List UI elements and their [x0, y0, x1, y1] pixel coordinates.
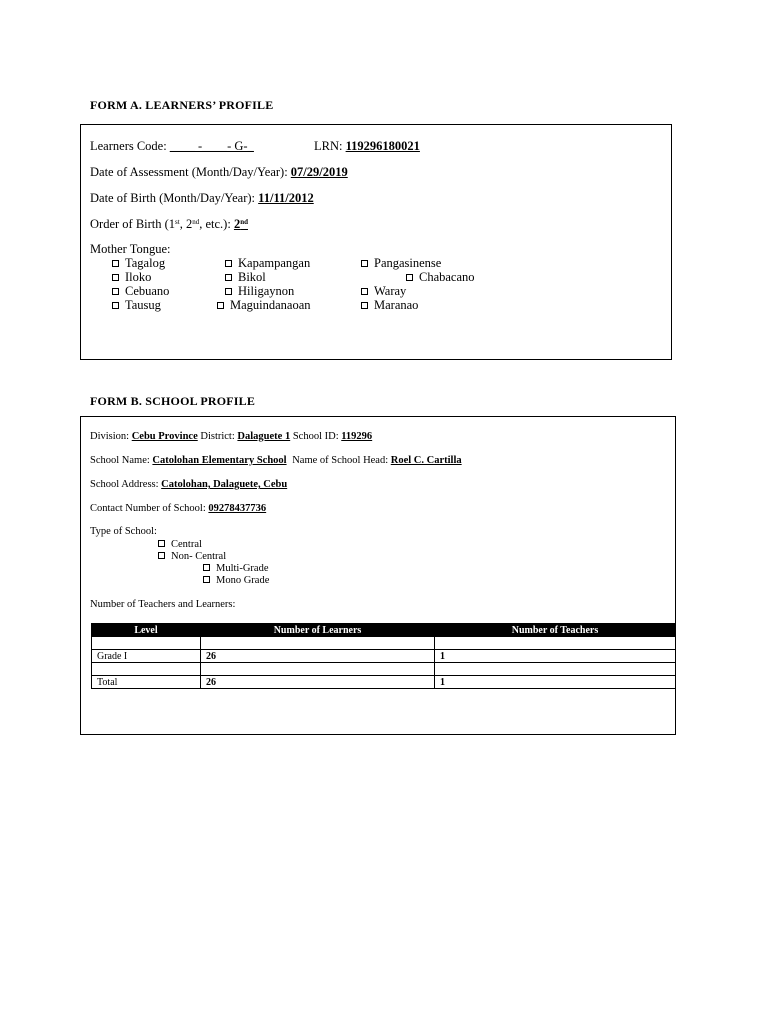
- lrn-row: [314, 139, 420, 154]
- order-birth-value: [234, 217, 248, 231]
- school-head-value: Roel C. Cartilla: [390, 455, 462, 466]
- language-label: Pangasinense: [374, 256, 442, 270]
- contact-row: [90, 503, 266, 514]
- checkbox[interactable]: [217, 302, 224, 309]
- language-option[interactable]: [361, 284, 406, 299]
- type-option[interactable]: [158, 551, 226, 562]
- language-option[interactable]: [225, 284, 294, 299]
- division-row: [90, 431, 372, 442]
- date-assessment-value: 07/29/2019: [290, 165, 348, 179]
- teachers-learners-label: Number of Teachers and Learners:: [90, 599, 236, 610]
- language-label: Iloko: [125, 270, 152, 284]
- language-option[interactable]: [361, 256, 441, 271]
- table-cell: Grade I: [92, 650, 201, 663]
- table-cell: [92, 637, 201, 650]
- table-row: [92, 637, 676, 650]
- school-name-row: [90, 455, 462, 466]
- division-label: Division:: [90, 431, 132, 442]
- form-b-box: [80, 416, 676, 735]
- type-of-school-label: Type of School:: [90, 526, 157, 537]
- learners-code-value: ____ -____- G-_: [169, 139, 254, 153]
- table-cell: 26: [201, 650, 435, 663]
- language-label: Bikol: [238, 270, 266, 284]
- language-label: Maranao: [374, 298, 419, 312]
- language-label: Tausug: [125, 298, 161, 312]
- lrn-label: LRN:: [314, 139, 346, 153]
- district-label: District:: [200, 431, 238, 442]
- order-birth-value-number: 2: [233, 217, 241, 231]
- dob-value: 11/11/2012: [258, 191, 314, 205]
- checkbox[interactable]: [112, 274, 119, 281]
- table-cell: [435, 637, 676, 650]
- column-header: Number of Learners: [201, 624, 435, 637]
- table-header-row: [92, 624, 676, 637]
- contact-value: 09278437736: [208, 503, 267, 514]
- address-label: School Address:: [90, 479, 162, 490]
- checkbox[interactable]: [158, 552, 165, 559]
- language-option[interactable]: [112, 256, 165, 271]
- order-birth-sup: nd: [192, 218, 200, 226]
- order-birth-label: , 2: [179, 217, 193, 231]
- school-head-label: Name of School Head:: [292, 455, 391, 466]
- school-name-value: Catolohan Elementary School: [152, 455, 287, 466]
- language-option[interactable]: [225, 256, 310, 271]
- checkbox[interactable]: [112, 288, 119, 295]
- learners-code-row: [90, 139, 254, 154]
- table-cell: 1: [435, 676, 676, 689]
- checkbox[interactable]: [203, 564, 210, 571]
- learners-code-label: Learners Code:: [90, 139, 170, 153]
- table-cell: Total: [92, 676, 201, 689]
- language-option[interactable]: [112, 270, 151, 285]
- order-birth-sup: st: [175, 218, 180, 226]
- type-option-label: Non- Central: [171, 551, 227, 562]
- type-option[interactable]: [158, 539, 202, 550]
- checkbox[interactable]: [361, 260, 368, 267]
- column-header: Number of Teachers: [435, 624, 676, 637]
- checkbox[interactable]: [406, 274, 413, 281]
- contact-label: Contact Number of School:: [90, 503, 209, 514]
- language-label: Maguindanaoan: [230, 298, 311, 312]
- checkbox[interactable]: [112, 302, 119, 309]
- order-birth-row: [90, 217, 248, 232]
- table-cell: [201, 663, 435, 676]
- division-value: Cebu Province: [131, 431, 198, 442]
- form-b-heading: FORM B. SCHOOL PROFILE: [90, 394, 256, 408]
- language-label: Tagalog: [125, 256, 166, 270]
- table-cell: 26: [201, 676, 435, 689]
- date-assessment-row: [90, 165, 348, 180]
- language-option[interactable]: [406, 270, 475, 285]
- table-cell: [435, 663, 676, 676]
- type-option-label: Multi-Grade: [216, 563, 269, 574]
- order-birth-label: , etc.):: [199, 217, 234, 231]
- form-a-box: [80, 124, 672, 360]
- type-option[interactable]: [203, 563, 269, 574]
- order-birth-value-sup: nd: [240, 218, 248, 226]
- checkbox[interactable]: [203, 576, 210, 583]
- checkbox[interactable]: [361, 302, 368, 309]
- form-a-heading: FORM A. LEARNERS’ PROFILE: [90, 98, 274, 112]
- language-label: Hiligaynon: [238, 284, 295, 298]
- school-id-label: School ID:: [292, 431, 342, 442]
- language-option[interactable]: [361, 298, 418, 313]
- order-birth-label: Order of Birth (1: [90, 217, 176, 231]
- school-id-value: 119296: [341, 431, 373, 442]
- type-option-label: Mono Grade: [216, 575, 270, 586]
- language-label: Cebuano: [125, 284, 170, 298]
- checkbox[interactable]: [112, 260, 119, 267]
- table-row: [92, 676, 676, 689]
- district-value: Dalaguete 1: [237, 431, 291, 442]
- checkbox[interactable]: [225, 274, 232, 281]
- language-option[interactable]: [225, 270, 266, 285]
- lrn-value: 119296180021: [345, 139, 420, 153]
- table-row: [92, 650, 676, 663]
- teachers-learners-table: [91, 623, 676, 689]
- table-cell: [201, 637, 435, 650]
- date-assessment-label: Date of Assessment (Month/Day/Year):: [90, 165, 291, 179]
- dob-label: Date of Birth (Month/Day/Year):: [90, 191, 259, 205]
- column-header: Level: [92, 624, 201, 637]
- type-option[interactable]: [203, 575, 269, 586]
- checkbox[interactable]: [361, 288, 368, 295]
- type-option-label: Central: [171, 539, 202, 550]
- mother-tongue-label: Mother Tongue:: [90, 242, 171, 256]
- table-row: [92, 663, 676, 676]
- language-option[interactable]: [112, 298, 161, 313]
- checkbox[interactable]: [225, 288, 232, 295]
- table-cell: 1: [435, 650, 676, 663]
- language-label: Kapampangan: [238, 256, 311, 270]
- language-label: Waray: [374, 284, 407, 298]
- dob-row: [90, 191, 314, 206]
- language-option[interactable]: [217, 298, 311, 313]
- school-name-label: School Name:: [90, 455, 153, 466]
- address-row: [90, 479, 287, 490]
- language-label: Chabacano: [419, 270, 475, 284]
- table-cell: [92, 663, 201, 676]
- checkbox[interactable]: [158, 540, 165, 547]
- address-value: Catolohan, Dalaguete, Cebu: [161, 479, 288, 490]
- checkbox[interactable]: [225, 260, 232, 267]
- language-option[interactable]: [112, 284, 169, 299]
